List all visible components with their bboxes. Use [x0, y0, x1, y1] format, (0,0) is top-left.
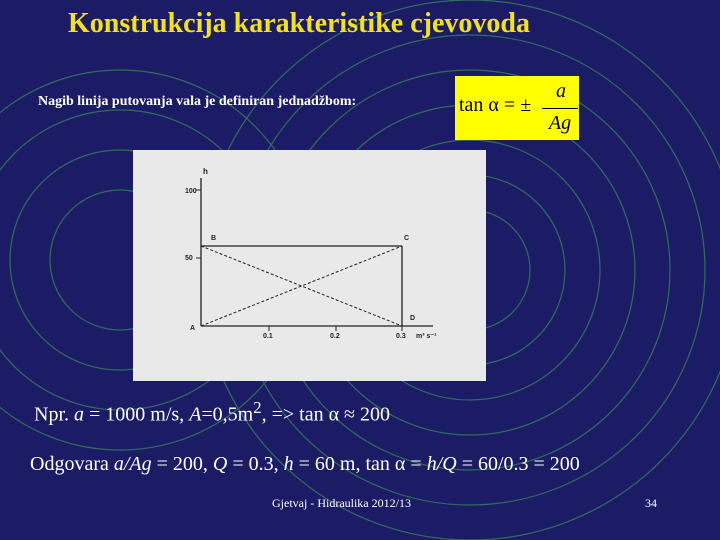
result-part1: Odgovara [30, 453, 114, 475]
figure-background [133, 150, 486, 381]
formula-box [455, 76, 579, 140]
example-line [34, 398, 390, 427]
example-rest: , => tan α ≈ 200 [261, 403, 391, 426]
example-area-symbol: A [189, 403, 202, 426]
result-expr-a-ag: a/Ag [113, 453, 152, 475]
result-line [30, 453, 580, 476]
example-a-value: = 1000 m/s, [84, 403, 190, 426]
intro-text: Nagib linija putovanja vala je definiran jednadžbom: [38, 94, 357, 109]
example-area-value: =0,5m [201, 403, 254, 426]
y-axis-label: h [203, 167, 208, 176]
example-prefix: Npr. [34, 403, 74, 426]
footer-text: Gjetvaj - Hidraulika 2012/13 [272, 496, 411, 510]
point-b: B [211, 235, 217, 242]
x-tick-01: 0.1 [263, 333, 273, 340]
result-expr-h-q: h/Q [426, 453, 457, 475]
point-c: C [404, 235, 410, 242]
formula-denominator: Ag [548, 112, 572, 134]
result-part3: = 0.3, [227, 453, 284, 475]
page-number: 34 [645, 496, 657, 510]
y-tick-50: 50 [185, 255, 193, 262]
formula-fraction-bar [542, 108, 578, 109]
result-q-symbol: Q [212, 453, 228, 475]
formula-numerator: a [556, 80, 566, 102]
example-area-exponent: 2 [253, 398, 262, 417]
point-a: A [190, 325, 196, 332]
example-a-symbol: a [74, 403, 84, 426]
x-tick-02: 0.2 [330, 333, 340, 340]
result-part4: = 60 m, tan α = [293, 453, 427, 475]
point-d: D [410, 315, 416, 322]
x-axis-label: m³ s⁻¹ [416, 333, 437, 340]
slide-title: Konstrukcija karakteristike cjevovoda [68, 8, 530, 39]
characteristic-diagram [133, 150, 486, 381]
result-part5: = 60/0.3 = 200 [456, 453, 580, 475]
x-tick-03: 0.3 [396, 333, 406, 340]
result-part2: = 200, [151, 453, 213, 475]
y-tick-100: 100 [185, 188, 197, 195]
result-h-symbol: h [283, 453, 294, 475]
formula-lhs: tan α = ± [459, 94, 532, 116]
